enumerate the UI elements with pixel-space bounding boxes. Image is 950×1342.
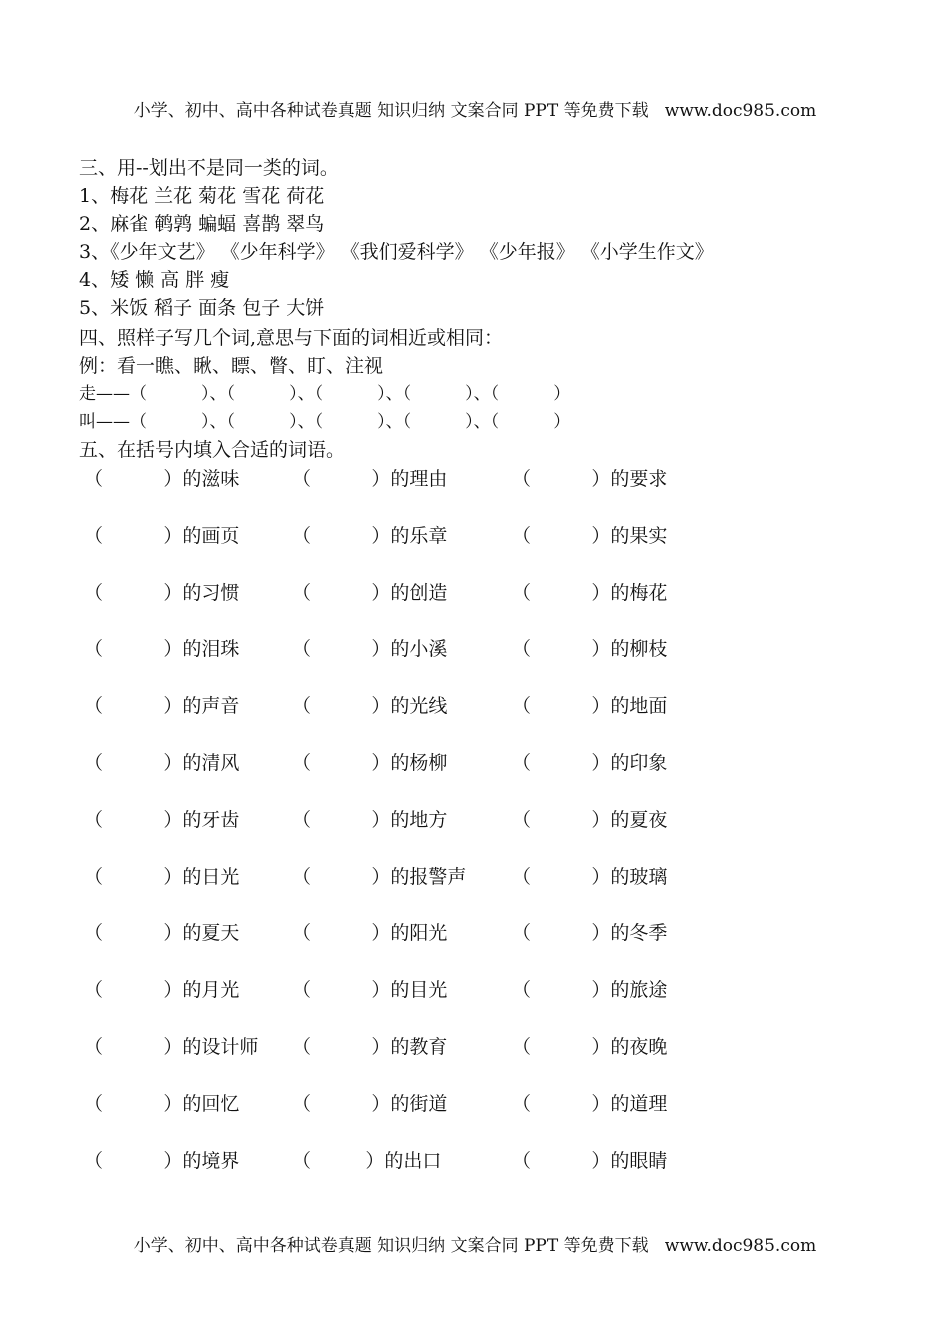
fill-blank-phrase: （ ）的目光 [292, 979, 448, 1001]
fill-blank-phrase: （ ）的出口 [292, 1150, 442, 1172]
fill-blank-phrase: （ ）的地面 [512, 695, 668, 717]
question-item: 1、梅花 兰花 菊花 雪花 荷花 [79, 185, 325, 207]
fill-blank-phrase: （ ）的夜晚 [512, 1036, 668, 1058]
fill-blank-phrase: （ ）的创造 [292, 582, 448, 604]
fill-blank-phrase: （ ）的夏夜 [512, 809, 668, 831]
fill-blank-phrase: （ ）的泪珠 [84, 638, 240, 660]
page-header-banner: 小学、初中、高中各种试卷真题 知识归纳 文案合同 PPT 等免费下载 www.doc985.com [133, 101, 817, 121]
fill-blank-phrase: （ ）的境界 [84, 1150, 240, 1172]
fill-blank-phrase: （ ）的乐章 [292, 525, 448, 547]
example-line: 例：看一瞧、瞅、瞟、瞥、盯、注视 [79, 355, 384, 377]
fill-blank-phrase: （ ）的画页 [84, 525, 240, 547]
fill-blank-phrase: （ ）的夏天 [84, 922, 240, 944]
fill-blank-phrase: （ ）的小溪 [292, 638, 448, 660]
fill-blank-phrase: （ ）的印象 [512, 752, 668, 774]
fill-blank-phrase: （ ）的牙齿 [84, 809, 240, 831]
synonym-row-walk: 走——（ ）、（ ）、（ ）、（ ）、（ ） [79, 384, 571, 404]
fill-blank-phrase: （ ）的日光 [84, 866, 240, 888]
fill-blank-phrase: （ ）的冬季 [512, 922, 668, 944]
fill-blank-phrase: （ ）的眼睛 [512, 1150, 668, 1172]
fill-blank-phrase: （ ）的回忆 [84, 1093, 240, 1115]
fill-blank-phrase: （ ）的道理 [512, 1093, 668, 1115]
fill-blank-phrase: （ ）的柳枝 [512, 638, 668, 660]
fill-blank-phrase: （ ）的玻璃 [512, 866, 668, 888]
question-item: 2、麻雀 鹌鹑 蝙蝠 喜鹊 翠鸟 [79, 213, 325, 235]
fill-blank-phrase: （ ）的教育 [292, 1036, 448, 1058]
fill-blank-phrase: （ ）的声音 [84, 695, 240, 717]
fill-blank-phrase: （ ）的梅花 [512, 582, 668, 604]
fill-blank-phrase: （ ）的设计师 [84, 1036, 259, 1058]
fill-blank-phrase: （ ）的报警声 [292, 866, 467, 888]
section-4-title: 四、照样子写几个词,意思与下面的词相近或相同： [79, 327, 504, 349]
fill-blank-phrase: （ ）的阳光 [292, 922, 448, 944]
fill-blank-phrase: （ ）的果实 [512, 525, 668, 547]
question-item: 3、《少年文艺》 《少年科学》 《我们爱科学》 《少年报》 《小学生作文》 [79, 241, 714, 263]
page-footer-banner: 小学、初中、高中各种试卷真题 知识归纳 文案合同 PPT 等免费下载 www.doc985.com [133, 1236, 817, 1256]
fill-blank-phrase: （ ）的光线 [292, 695, 448, 717]
question-item: 5、米饭 稻子 面条 包子 大饼 [79, 297, 325, 319]
synonym-row-call: 叫——（ ）、（ ）、（ ）、（ ）、（ ） [79, 412, 571, 432]
fill-blank-phrase: （ ）的旅途 [512, 979, 668, 1001]
fill-blank-phrase: （ ）的习惯 [84, 582, 240, 604]
section-3-title: 三、用--划出不是同一类的词。 [79, 157, 339, 179]
fill-blank-phrase: （ ）的清风 [84, 752, 240, 774]
fill-blank-phrase: （ ）的街道 [292, 1093, 448, 1115]
question-item: 4、矮 懒 高 胖 瘦 [79, 269, 230, 291]
fill-blank-phrase: （ ）的月光 [84, 979, 240, 1001]
fill-blank-phrase: （ ）的杨柳 [292, 752, 448, 774]
fill-blank-phrase: （ ）的地方 [292, 809, 448, 831]
fill-blank-phrase: （ ）的理由 [292, 468, 448, 490]
fill-blank-phrase: （ ）的要求 [512, 468, 668, 490]
section-5-title: 五、在括号内填入合适的词语。 [79, 439, 346, 461]
fill-blank-phrase: （ ）的滋味 [84, 468, 240, 490]
